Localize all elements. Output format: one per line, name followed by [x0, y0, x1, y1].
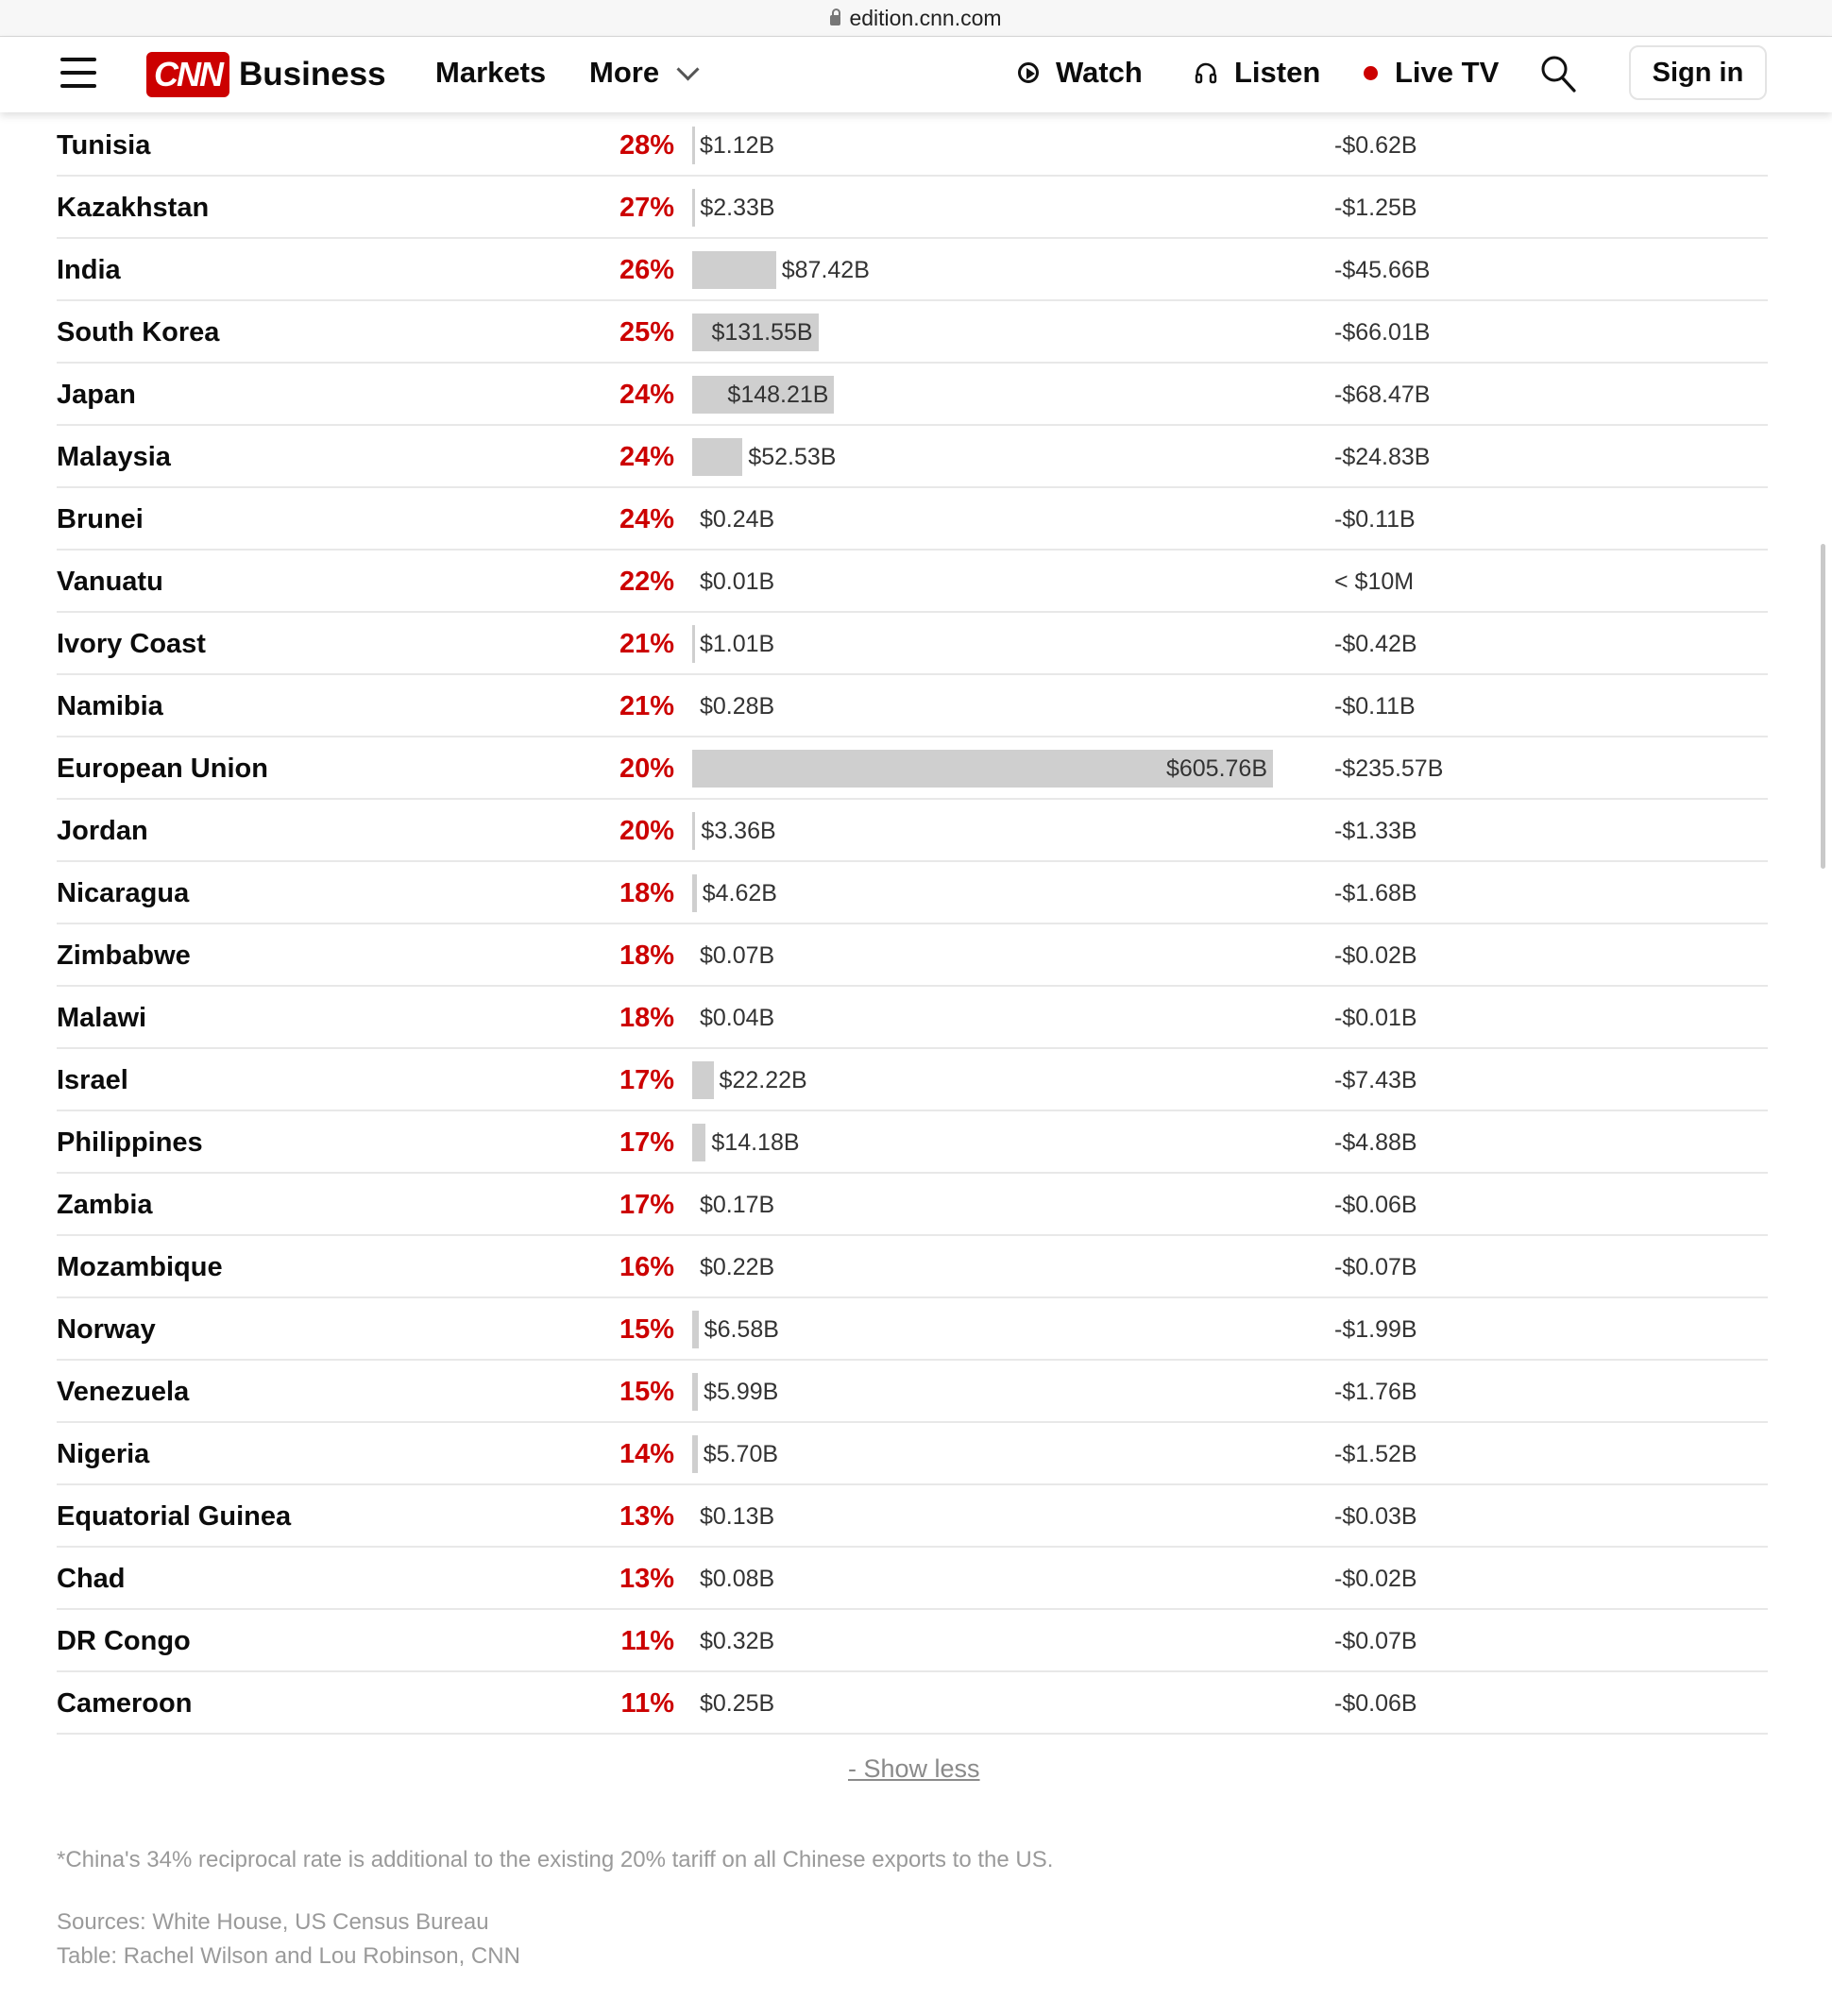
headphones-icon [1195, 61, 1217, 84]
nav-more-menu[interactable] [589, 56, 696, 90]
brand-section: Business [239, 56, 386, 93]
tariff-rate: 25% [619, 317, 674, 347]
tariff-rate: 24% [619, 442, 674, 472]
country-name: DR Congo [57, 1626, 191, 1656]
trade-deficit: -$0.42B [1334, 631, 1417, 657]
country-name: Nicaragua [57, 878, 190, 908]
table-row [57, 488, 1768, 551]
trade-deficit: -$0.01B [1334, 1005, 1417, 1031]
country-name: South Korea [57, 317, 220, 347]
table-row [57, 1548, 1768, 1610]
site-header [0, 37, 1832, 112]
tariff-rate: 18% [619, 878, 674, 908]
country-name: Zambia [57, 1190, 153, 1220]
nav-markets-link[interactable]: Markets [435, 56, 547, 89]
table-row [57, 551, 1768, 613]
table-row [57, 1298, 1768, 1361]
tariff-rate: 15% [619, 1377, 674, 1407]
trade-value-label: $0.01B [700, 568, 775, 595]
tariff-rate: 20% [619, 754, 674, 784]
nav-watch-link[interactable] [1018, 56, 1143, 90]
trade-deficit: -$0.11B [1334, 506, 1416, 533]
trade-deficit: -$0.03B [1334, 1503, 1417, 1530]
tariff-rate: 16% [619, 1252, 674, 1282]
tariff-rate: 17% [619, 1065, 674, 1095]
table-row [57, 1610, 1768, 1672]
trade-bar [692, 812, 695, 850]
trade-deficit: -$235.57B [1334, 755, 1444, 782]
table-row [57, 301, 1768, 364]
tariff-rate: 26% [619, 255, 674, 285]
nav-live-tv-link[interactable] [1364, 56, 1499, 90]
trade-value-label: $87.42B [781, 257, 870, 283]
trade-bar [692, 251, 776, 289]
trade-value-label: $0.08B [700, 1566, 775, 1592]
table-row [57, 1423, 1768, 1485]
country-name: Chad [57, 1564, 126, 1594]
trade-bar [692, 1373, 698, 1411]
trade-value-label: $1.01B [700, 631, 775, 657]
trade-bar [692, 1061, 714, 1099]
trade-deficit: -$1.68B [1334, 880, 1417, 906]
tariff-rate: 17% [619, 1127, 674, 1158]
sign-in-button[interactable]: Sign in [1629, 45, 1767, 100]
table-credit: Table: Rachel Wilson and Lou Robinson, CNN [57, 1943, 520, 1969]
trade-bar [692, 625, 695, 663]
country-name: Vanuatu [57, 567, 163, 597]
country-name: Norway [57, 1314, 156, 1345]
trade-value-label: $5.70B [703, 1441, 779, 1467]
nav-listen-label: Listen [1234, 56, 1321, 89]
country-name: Namibia [57, 691, 163, 721]
country-name: Nigeria [57, 1439, 150, 1469]
table-row [57, 737, 1768, 800]
trade-bar [692, 1435, 698, 1473]
table-row [57, 426, 1768, 488]
trade-bar [692, 189, 695, 227]
sources-note: Sources: White House, US Census Bureau [57, 1909, 489, 1935]
country-name: Zimbabwe [57, 940, 191, 971]
country-name: Ivory Coast [57, 629, 206, 659]
table-row [57, 987, 1768, 1049]
country-name: Philippines [57, 1127, 203, 1158]
play-icon [1018, 62, 1039, 83]
address-bar[interactable] [0, 0, 1832, 37]
country-name: Tunisia [57, 130, 151, 161]
nav-watch-label: Watch [1056, 56, 1143, 89]
trade-deficit: -$66.01B [1334, 319, 1431, 346]
tariff-rate: 14% [619, 1439, 674, 1469]
trade-value-label: $148.21B [727, 381, 829, 408]
trade-value-label: $0.07B [700, 942, 775, 969]
trade-bar [692, 438, 742, 476]
trade-value-label: $6.58B [704, 1316, 779, 1343]
trade-deficit: -$1.25B [1334, 195, 1417, 221]
table-row [57, 1236, 1768, 1298]
tariff-rate: 20% [619, 816, 674, 846]
trade-value-label: $0.32B [700, 1628, 775, 1654]
tariff-rate: 18% [619, 940, 674, 971]
trade-value-label: $0.13B [700, 1503, 775, 1530]
trade-value-label: $0.22B [700, 1254, 775, 1280]
tariff-rate: 13% [619, 1501, 674, 1532]
tariff-rate: 17% [619, 1190, 674, 1220]
trade-deficit: -$1.99B [1334, 1316, 1417, 1343]
trade-value-label: $0.28B [700, 693, 775, 720]
trade-value-label: $0.25B [700, 1690, 775, 1717]
trade-deficit: -$1.33B [1334, 818, 1417, 844]
tariff-table [57, 114, 1768, 1735]
table-row [57, 114, 1768, 177]
trade-deficit: -$0.07B [1334, 1254, 1417, 1280]
country-name: Malaysia [57, 442, 171, 472]
table-row [57, 239, 1768, 301]
tariff-rate: 21% [619, 629, 674, 659]
country-name: Israel [57, 1065, 128, 1095]
country-name: Mozambique [57, 1252, 223, 1282]
country-name: Jordan [57, 816, 148, 846]
tariff-rate: 15% [619, 1314, 674, 1345]
country-name: Brunei [57, 504, 144, 534]
table-row [57, 1672, 1768, 1735]
trade-value-label: $605.76B [1165, 755, 1267, 782]
trade-value-label: $4.62B [702, 880, 777, 906]
trade-deficit: -$24.83B [1334, 444, 1431, 470]
url-text: edition.cnn.com [849, 5, 1002, 30]
trade-value-label: $52.53B [748, 444, 837, 470]
tariff-rate: 27% [619, 193, 674, 223]
nav-listen-link[interactable] [1195, 56, 1320, 90]
trade-value-label: $1.12B [700, 132, 775, 159]
trade-bar [692, 127, 695, 164]
tariff-rate: 18% [619, 1003, 674, 1033]
cnn-logo: CNN [146, 52, 229, 97]
trade-value-label: $5.99B [704, 1379, 779, 1405]
trade-deficit: -$0.11B [1334, 693, 1416, 720]
trade-deficit: -$7.43B [1334, 1067, 1417, 1093]
tariff-rate: 24% [619, 504, 674, 534]
trade-deficit: -$0.07B [1334, 1628, 1417, 1654]
trade-deficit: -$0.06B [1334, 1690, 1417, 1717]
tariff-rate: 13% [619, 1564, 674, 1594]
country-name: European Union [57, 754, 268, 784]
table-row [57, 862, 1768, 924]
tariff-rate: 11% [620, 1688, 674, 1719]
nav-more-label: More [589, 56, 660, 89]
page-scrollbar[interactable] [1821, 544, 1825, 869]
trade-value-label: $131.55B [711, 319, 813, 346]
trade-deficit: -$0.02B [1334, 1566, 1417, 1592]
table-row [57, 800, 1768, 862]
trade-deficit: -$0.06B [1334, 1192, 1417, 1218]
trade-deficit: -$1.76B [1334, 1379, 1417, 1405]
country-name: Equatorial Guinea [57, 1501, 292, 1532]
trade-value-label: $14.18B [711, 1129, 800, 1156]
tariff-rate: 22% [619, 567, 674, 597]
country-name: Cameroon [57, 1688, 193, 1719]
table-row [57, 1174, 1768, 1236]
country-name: Venezuela [57, 1377, 190, 1407]
table-row [57, 1049, 1768, 1111]
table-row [57, 1361, 1768, 1423]
trade-deficit: -$1.52B [1334, 1441, 1417, 1467]
tariff-rate: 28% [619, 130, 674, 161]
nav-live-tv-label: Live TV [1395, 56, 1500, 89]
trade-deficit: -$45.66B [1334, 257, 1431, 283]
table-row [57, 1111, 1768, 1174]
show-less-link[interactable]: - Show less [848, 1754, 980, 1783]
tariff-rate: 21% [619, 691, 674, 721]
search-icon[interactable] [1539, 54, 1577, 93]
footnote: *China's 34% reciprocal rate is additional to the existing 20% tariff on all Chinese exports to the US. [57, 1847, 1054, 1872]
tariff-rate: 11% [620, 1626, 674, 1656]
table-row [57, 613, 1768, 675]
trade-deficit: -$68.47B [1334, 381, 1431, 408]
trade-value-label: $2.33B [700, 195, 775, 221]
trade-value-label: $3.36B [701, 818, 776, 844]
chevron-down-icon [677, 58, 700, 80]
trade-bar [692, 1124, 705, 1161]
trade-bar [692, 1311, 699, 1348]
trade-value-label: $0.04B [700, 1005, 775, 1031]
country-name: India [57, 255, 121, 285]
trade-deficit: -$0.62B [1334, 132, 1417, 159]
table-row [57, 675, 1768, 737]
table-row [57, 1485, 1768, 1548]
trade-value-label: $0.24B [700, 506, 775, 533]
trade-bar [692, 874, 697, 912]
trade-deficit: -$0.02B [1334, 942, 1417, 969]
trade-value-label: $22.22B [719, 1067, 807, 1093]
country-name: Kazakhstan [57, 193, 210, 223]
hamburger-menu-icon[interactable] [60, 58, 98, 90]
trade-value-label: $0.17B [700, 1192, 775, 1218]
cnn-business-logo[interactable] [146, 50, 386, 99]
table-row [57, 924, 1768, 987]
tariff-rate: 24% [619, 380, 674, 410]
trade-deficit: -$4.88B [1334, 1129, 1417, 1156]
live-dot-icon [1364, 66, 1378, 80]
table-row [57, 364, 1768, 426]
country-name: Malawi [57, 1003, 147, 1033]
lock-icon [830, 15, 840, 25]
trade-deficit: < $10M [1334, 568, 1415, 595]
country-name: Japan [57, 380, 136, 410]
table-row [57, 177, 1768, 239]
